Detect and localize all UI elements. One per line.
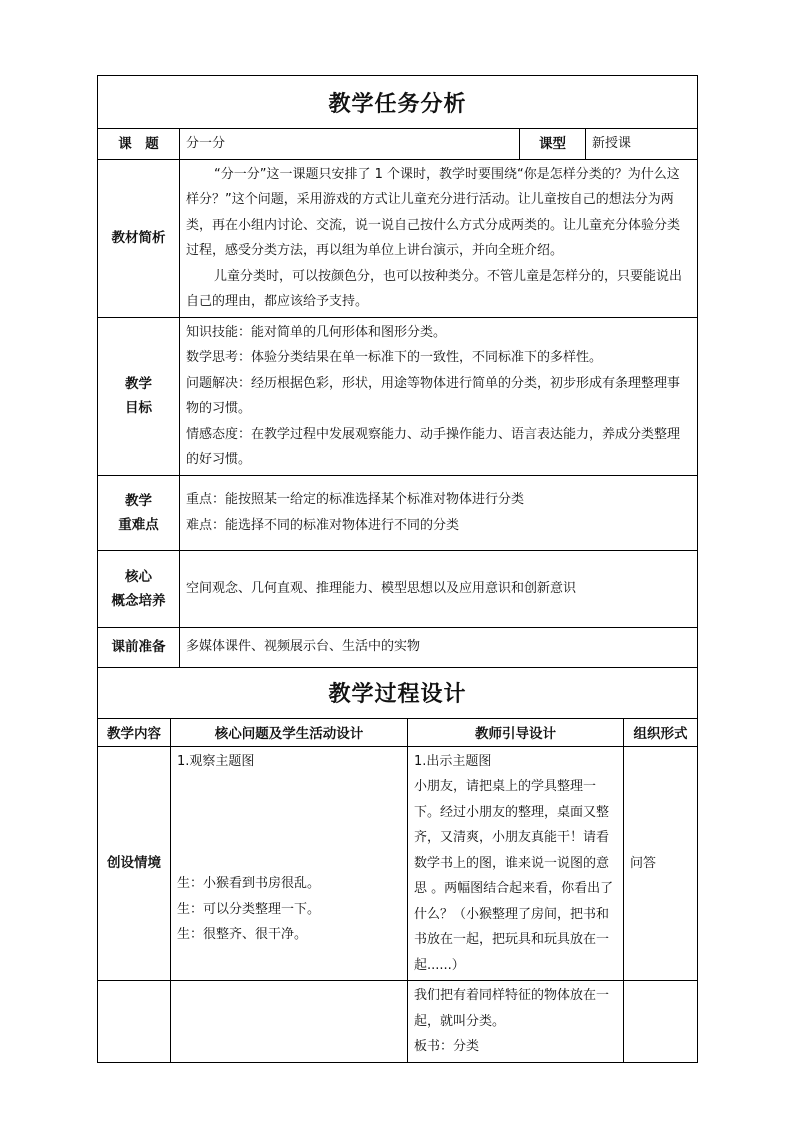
key-point: 重点：能按照某一给定的标准选择某个标准对物体进行分类 bbox=[186, 492, 525, 507]
row2-student-cell bbox=[171, 981, 408, 1063]
goal-attitude: 情感态度：在教学过程中发展观察能力、动手操作能力、语言表达能力，养成分类整理的好习惯。 bbox=[186, 426, 681, 467]
goals-text bbox=[180, 317, 698, 475]
keypoints-text bbox=[180, 475, 698, 550]
header-content: 教学内容 bbox=[98, 718, 171, 746]
header-teacher-guidance: 教师引导设计 bbox=[408, 718, 624, 746]
row1-content: 创设情境 bbox=[98, 746, 171, 981]
analysis-paragraph-2: 儿童分类时，可以按颜色分，也可以按种类分。不管儿童是怎样分的，只要能说出自己的理由，都应该给予支持。 bbox=[186, 268, 683, 309]
row1-student-line-1: 生：小猴看到书房很乱。 bbox=[177, 876, 321, 891]
prep-label: 课前准备 bbox=[98, 627, 180, 667]
goals-label-line-2: 目标 bbox=[125, 400, 152, 416]
core-label-line-1: 核心 bbox=[125, 568, 152, 585]
goal-problem-solving: 问题解决：经历根据色彩，形状，用途等物体进行简单的分类，初步形成有条理整理事物的习惯。 bbox=[186, 375, 681, 416]
course-type-value: 新授课 bbox=[586, 129, 698, 160]
task-analysis-title: 教学任务分析 bbox=[98, 76, 698, 129]
analysis-text bbox=[180, 159, 698, 317]
row1-teacher-heading: 1.出示主题图 bbox=[414, 753, 492, 769]
header-organization: 组织形式 bbox=[624, 718, 698, 746]
goal-thinking: 数学思考：体验分类结果在单一标准下的一致性，不同标准下的多样性。 bbox=[186, 350, 603, 365]
task-analysis-table bbox=[97, 75, 698, 668]
row2-form bbox=[624, 981, 698, 1063]
core-text: 空间观念、几何直观、推理能力、模型思想以及应用意识和创新意识 bbox=[180, 550, 698, 627]
row1-form: 问答 bbox=[624, 746, 698, 981]
course-label: 课 题 bbox=[98, 129, 180, 160]
goals-label bbox=[98, 317, 180, 475]
row2-teacher-cell bbox=[408, 981, 624, 1063]
analysis-paragraph-1: “分一分”这一课题只安排了 1 个课时，教学时要围绕“你是怎样分类的？为什么这样分？”这个问题，采用游戏的方式让儿童充分进行活动。让儿童按自己的想法分为两类，再在小组内讨论、交流，说一说自己按什么方式分成两类的。让儿童充分体验分类过程，感受分类方法，再以组为单位上讲台演示，并向全班介绍。 bbox=[186, 166, 681, 258]
row1-teacher-cell bbox=[408, 746, 624, 981]
process-design-title: 教学过程设计 bbox=[98, 667, 698, 718]
lesson-plan-sheet bbox=[97, 75, 697, 1063]
row1-student-line-3: 生：很整齐、很干净。 bbox=[177, 927, 308, 942]
row1-student-line-2: 生：可以分类整理一下。 bbox=[177, 901, 321, 917]
process-design-table bbox=[97, 667, 698, 1063]
keypoints-label-line-2: 重难点 bbox=[118, 516, 159, 533]
goal-knowledge: 知识技能：能对简单的几何形体和图形分类。 bbox=[186, 324, 447, 340]
header-student-activity: 核心问题及学生活动设计 bbox=[171, 718, 408, 746]
row1-student-gap bbox=[177, 774, 401, 871]
row1-teacher-text: 小朋友，请把桌上的学具整理一下。经过小朋友的整理，桌面又整齐，又清爽，小朋友真能干！请看数学书上的图，谁来说一说图的意思 。两幅图结合起来看，你看出了什么？（小猴整理了房间，把书和书放在一起，把玩具和玩具放在一起......） bbox=[414, 779, 614, 973]
row1-student-heading: 1.观察主题图 bbox=[177, 753, 255, 769]
keypoints-label-line-1: 教学 bbox=[125, 492, 152, 509]
course-type-label: 课型 bbox=[520, 129, 586, 160]
core-label-line-2: 概念培养 bbox=[111, 592, 166, 609]
row2-teacher-board: 板书：分类 bbox=[414, 1039, 480, 1054]
course-value: 分一分 bbox=[180, 129, 520, 160]
keypoints-label bbox=[98, 475, 180, 550]
row2-content bbox=[98, 981, 171, 1063]
analysis-label: 教材简析 bbox=[98, 159, 180, 317]
prep-text: 多媒体课件、视频展示台、生活中的实物 bbox=[180, 627, 698, 667]
goals-label-line-1: 教学 bbox=[125, 376, 152, 392]
difficult-point: 难点：能选择不同的标准对物体进行不同的分类 bbox=[186, 517, 460, 533]
row1-student-cell bbox=[171, 746, 408, 981]
row2-teacher-text: 我们把有着同样特征的物体放在一起，就叫分类。 bbox=[414, 988, 610, 1029]
core-label bbox=[98, 550, 180, 627]
